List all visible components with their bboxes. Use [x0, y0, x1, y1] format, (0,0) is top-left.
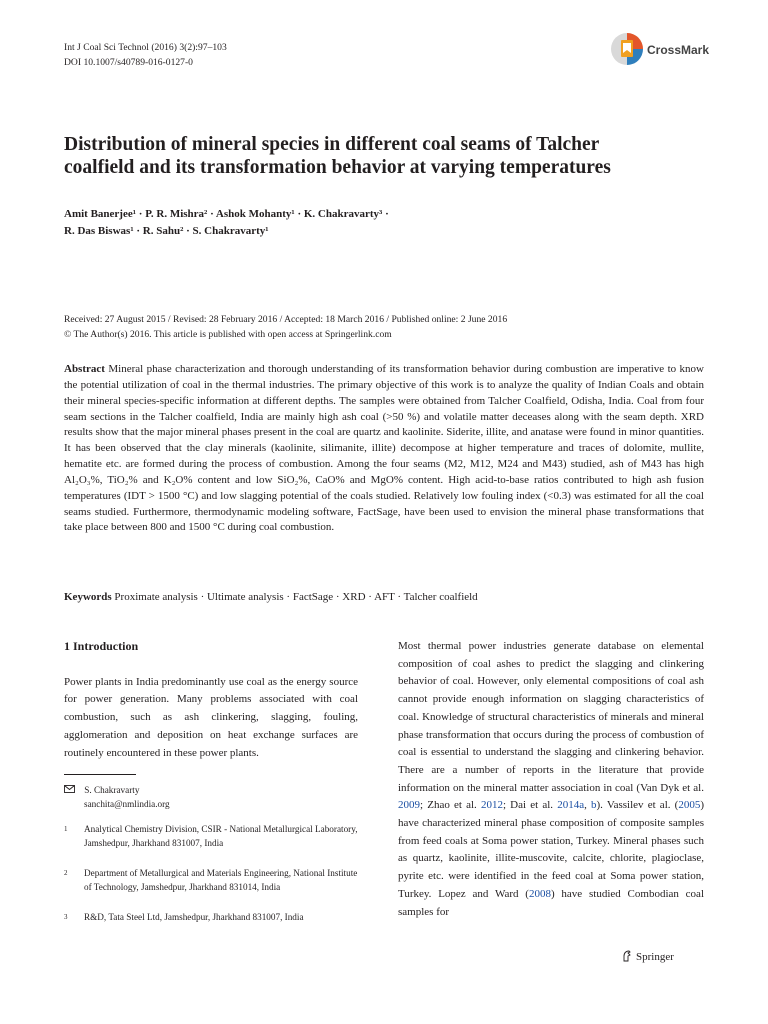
section-heading-introduction: 1 Introduction	[64, 639, 139, 653]
abstract	[64, 362, 704, 536]
author-list	[64, 206, 704, 240]
reference-link[interactable]: 2009	[398, 799, 420, 812]
publisher-name: Springer	[636, 951, 674, 963]
intro-text-fragment: ; Dai et al.	[502, 799, 558, 812]
reference-link[interactable]: 2008	[528, 887, 551, 900]
reference-link[interactable]: b	[591, 799, 597, 812]
intro-text-fragment: ,	[584, 799, 591, 812]
doi[interactable]: DOI 10.1007/s40789-016-0127-0	[64, 57, 193, 68]
article-title	[64, 133, 714, 179]
corresponding-author: S. Chakravarty	[84, 785, 140, 795]
affiliation-text: Analytical Chemistry Division, CSIR - National Metallurgical Laboratory, Jamshedpur, Jharkhand 831007, India	[84, 824, 358, 848]
publisher-mark	[622, 950, 674, 963]
springer-horse-icon	[622, 950, 632, 962]
crossmark-badge[interactable]	[609, 31, 709, 71]
intro-text-fragment: ) have characterized mineral phase composition of composite samples from feed coals at Soma power station, Turkey. Mineral phases such as quartz, kaolinite, illite-muscovite, calcite, chlorite, plagioclase, pyrite etc. were identified in the feed coal at Soma power station, Turkey. Lopez and Ward (	[398, 799, 704, 900]
intro-text-fragment: ). Vassilev et al. (	[596, 799, 679, 812]
footnote-divider	[64, 774, 136, 775]
correspondence	[64, 783, 358, 811]
journal-citation: Int J Coal Sci Technol (2016) 3(2):97–103	[64, 42, 227, 53]
affiliation-number: 2	[64, 869, 68, 877]
title-line-2: coalfield and its transformation behavior at varying temperatures	[64, 157, 611, 178]
title-line-1: Distribution of mineral species in different coal seams of Talcher	[64, 134, 600, 155]
abstract-text: Mineral phase characterization and thorough understanding of its transformation behavior during combustion are imperative to know the potential utilization of coal in the thermal industries. The primary objective of this work is to analyze the quality of Indian Coals and obtain their mineral species-specific information at different depths. The samples were obtained from Talcher Coalfield, Odisha, India. Coal from four seam sections in the Talcher coalfield, India are mainly high ash coal (>50 %) and volatile matter deceases along with the seam depth. XRD results show that the major mineral phases present in the coal are quartz and kaolinite. Siderite, illite, and anatase were found in minor quantities. It has been observed that the clay minerals (kaolinite, silimanite, illite) decompose at higher temperature and traces of dolomite, mullite, hematite etc. are formed during the process of combustion. Among the four seams (M2, M12, M24 and M43) studied, ash of M43 has high Al₂O₃%, TiO₂% and K₂O% content and low SiO₂%, CaO% and MgO% content. High acid-to-base ratios contributed to high ash fusion temperatures (IDT > 1500 °C) and low slagging potential of the coals studied. Relatively low fouling index (<0.3) was estimated for all the coal seams studied. Furthermore, thermodynamic modeling software, FactSage, have been used to envision the mineral phase transformations that take place between 800 and 1500 °C during coal combustion.	[64, 363, 705, 534]
reference-link[interactable]: 2014a	[557, 799, 585, 812]
keywords-text: Proximate analysis · Ultimate analysis · FactSage · XRD · AFT · Talcher coalfield	[114, 591, 478, 603]
history-dates: Received: 27 August 2015 / Revised: 28 February 2016 / Accepted: 18 March 2016 / Published online: 2 June 2016	[64, 314, 508, 325]
copyright-notice: © The Author(s) 2016. This article is published with open access at Springerlink.com	[64, 328, 392, 340]
keywords	[64, 590, 704, 605]
envelope-icon	[64, 783, 78, 797]
reference-link[interactable]: 2012	[480, 799, 503, 812]
crossmark-icon	[609, 31, 645, 67]
intro-text-fragment: ) have studied Combodian coal samples for	[398, 887, 704, 918]
affiliation-text: Department of Metallurgical and Materials Engineering, National Institute of Technology, Jamshedpur, Jharkhand 831014, India	[84, 868, 358, 892]
publication-history	[64, 313, 724, 342]
corresponding-email[interactable]: sanchita@nmlindia.org	[84, 799, 170, 809]
intro-paragraph-right: Most thermal power industries generate database on elemental composition of coal ashes to predict the slagging and clinkering behavior of coal. However, only elemental compositions of coal ash cannot provide enough information on slagging characteristics of coal. Knowledge of structural characteristics of minerals and mineral phase transformation that occurs during the process of combustion of coal is essential to understand the slagging and clinkering behavior. There are a number of reports in the literature that provide information on the mineral matter association in coal (Van Dyk et al.	[398, 640, 704, 794]
affiliation-text: R&D, Tata Steel Ltd, Jamshedpur, Jharkhand 831007, India	[84, 912, 304, 922]
affiliation-number: 1	[64, 825, 68, 833]
crossmark-label: CrossMark	[647, 43, 710, 57]
right-column	[398, 638, 704, 921]
reference-link[interactable]: 2005	[678, 799, 701, 812]
intro-text-fragment: ; Zhao et al.	[420, 799, 481, 812]
left-column	[64, 638, 358, 762]
abstract-label: Abstract	[64, 363, 105, 375]
intro-paragraph-left: Power plants in India predominantly use coal as the energy source for power generation. Many problems associated with coal combustion, such as ash clinkering, slagging, fouling, agglomeration and deposition on heat exchange surfaces are routinely encountered in these power plants.	[64, 675, 358, 759]
affiliation-number: 3	[64, 913, 68, 921]
keywords-label: Keywords	[64, 591, 112, 603]
authors-line-1: Amit Banerjee¹ · P. R. Mishra² · Ashok Mohanty¹ · K. Chakravarty³ ·	[64, 208, 389, 220]
authors-line-2: R. Das Biswas¹ · R. Sahu² · S. Chakravarty¹	[64, 225, 269, 237]
